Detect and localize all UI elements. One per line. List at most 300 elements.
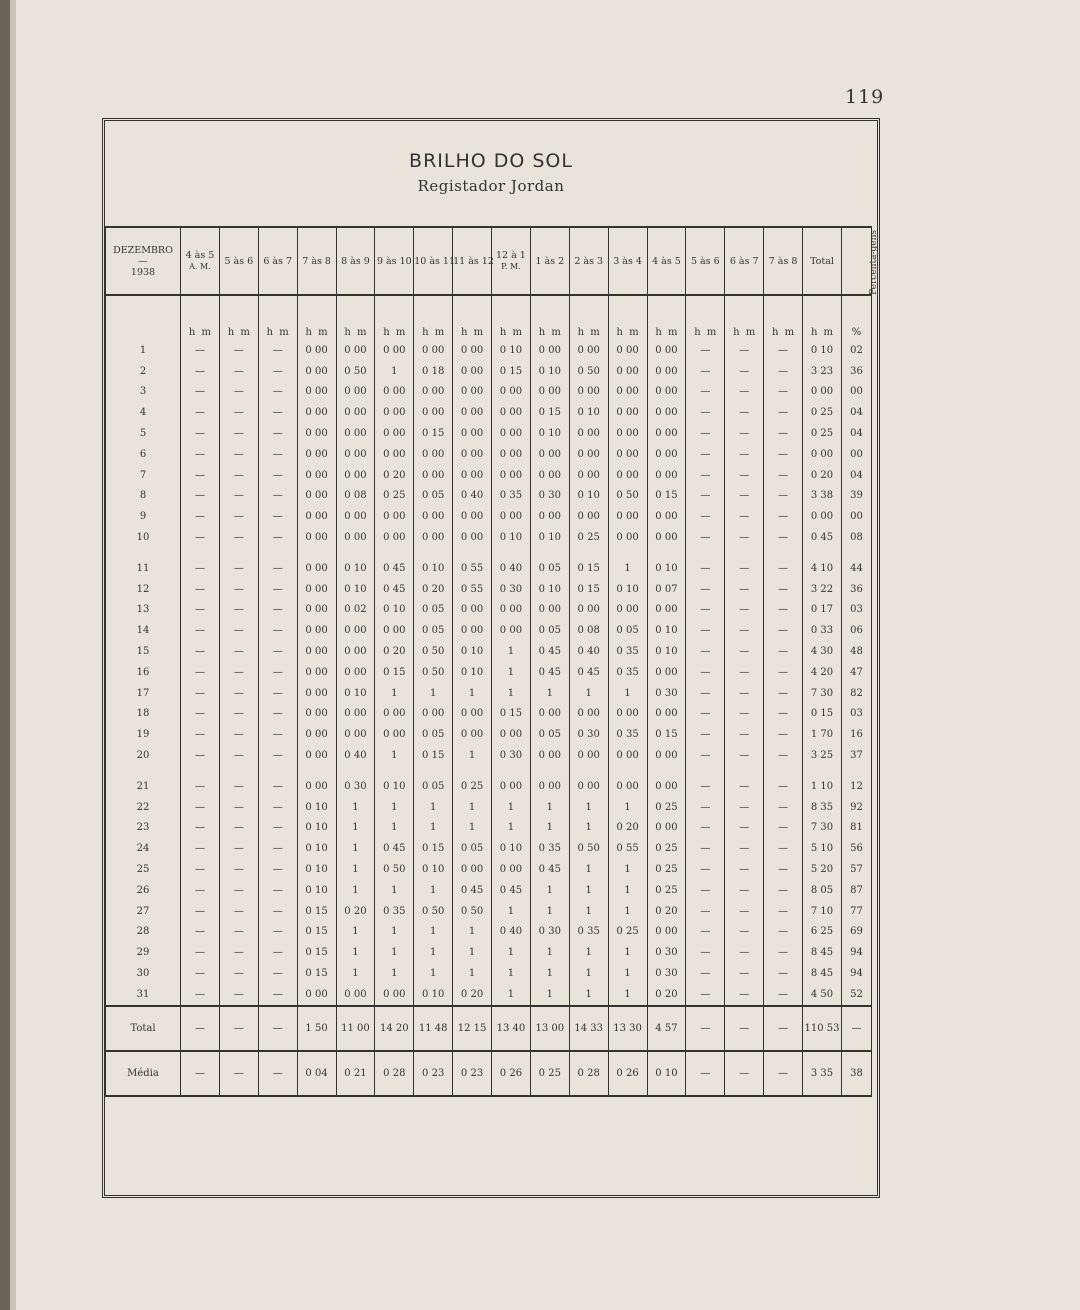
value-cell: — — [686, 984, 725, 1006]
spacer-cell — [530, 548, 569, 558]
value-cell: 1 — [453, 942, 492, 963]
day-cell: 17 — [106, 683, 181, 704]
table-row — [106, 382, 872, 403]
value-cell: 0 23 — [414, 1051, 453, 1096]
value-cell: 0 00 — [647, 361, 686, 382]
value-cell: 94 — [842, 942, 872, 963]
value-cell: — — [258, 641, 297, 662]
value-cell: 0 00 — [530, 465, 569, 486]
value-cell: — — [181, 527, 220, 548]
header-day-dash: — — [138, 255, 148, 267]
value-cell: — — [686, 745, 725, 766]
value-cell: 0 10 — [803, 340, 842, 361]
table-row — [106, 620, 872, 641]
value-cell: 0 00 — [453, 402, 492, 423]
value-cell: 8 35 — [803, 797, 842, 818]
value-cell: 1 — [336, 818, 375, 839]
value-cell: 0 10 — [336, 683, 375, 704]
value-cell: 1 — [492, 683, 531, 704]
value-cell: 0 45 — [375, 579, 414, 600]
value-cell: — — [219, 579, 258, 600]
day-cell: 30 — [106, 963, 181, 984]
value-cell: 0 15 — [414, 423, 453, 444]
value-cell: — — [725, 683, 764, 704]
binding-edge — [10, 0, 16, 1310]
value-cell: 0 50 — [453, 901, 492, 922]
value-cell: 1 — [414, 818, 453, 839]
value-cell: — — [764, 942, 803, 963]
value-cell: 0 10 — [492, 340, 531, 361]
value-cell: — — [764, 641, 803, 662]
value-cell: 0 00 — [336, 444, 375, 465]
value-cell: 1 — [375, 745, 414, 766]
spacer-cell — [258, 548, 297, 558]
day-cell: 1 — [106, 340, 181, 361]
value-cell: 0 00 — [297, 704, 336, 725]
value-cell: 57 — [842, 859, 872, 880]
value-cell: 1 — [569, 797, 608, 818]
value-cell: 0 00 — [297, 662, 336, 683]
value-cell: 0 00 — [336, 340, 375, 361]
value-cell: 1 — [530, 963, 569, 984]
value-cell: — — [258, 579, 297, 600]
value-cell: 4 20 — [803, 662, 842, 683]
value-cell: — — [258, 620, 297, 641]
value-cell: 0 00 — [297, 641, 336, 662]
value-cell: 0 20 — [414, 579, 453, 600]
footer-row — [106, 1096, 872, 1183]
value-cell: 4 50 — [803, 984, 842, 1006]
value-cell: 0 05 — [414, 620, 453, 641]
value-cell: 0 15 — [569, 579, 608, 600]
value-cell: 0 00 — [647, 527, 686, 548]
value-cell: 0 00 — [647, 506, 686, 527]
value-cell: 0 40 — [569, 641, 608, 662]
value-cell: 0 00 — [647, 444, 686, 465]
value-cell: 0 20 — [647, 984, 686, 1006]
value-cell: 0 26 — [492, 1051, 531, 1096]
value-cell: — — [686, 600, 725, 621]
value-cell: 0 00 — [375, 506, 414, 527]
unit-hm: h m — [569, 295, 608, 340]
value-cell: 0 00 — [297, 382, 336, 403]
value-cell: 0 00 — [608, 465, 647, 486]
value-cell: 0 00 — [414, 382, 453, 403]
value-cell: 04 — [842, 465, 872, 486]
value-cell: 08 — [842, 527, 872, 548]
value-cell: — — [258, 662, 297, 683]
value-cell: 36 — [842, 579, 872, 600]
value-cell: 0 00 — [569, 382, 608, 403]
header-hour — [647, 227, 686, 295]
value-cell: 1 10 — [803, 776, 842, 797]
value-cell: 0 10 — [647, 558, 686, 579]
value-cell: — — [764, 922, 803, 943]
value-cell: 1 — [530, 901, 569, 922]
value-cell: — — [181, 901, 220, 922]
day-cell: 3 — [106, 382, 181, 403]
value-cell: 0 50 — [414, 641, 453, 662]
value-cell: 0 00 — [803, 444, 842, 465]
value-cell: 0 26 — [608, 1051, 647, 1096]
value-cell: 39 — [842, 486, 872, 507]
value-cell: 0 00 — [297, 984, 336, 1006]
day-cell: 5 — [106, 423, 181, 444]
day-cell: 9 — [106, 506, 181, 527]
value-cell: 1 — [569, 818, 608, 839]
value-cell: 0 05 — [414, 486, 453, 507]
value-cell: — — [181, 620, 220, 641]
unit-hm: h m — [492, 295, 531, 340]
value-cell: 0 00 — [569, 704, 608, 725]
value-cell: — — [219, 600, 258, 621]
value-cell: 0 20 — [647, 901, 686, 922]
value-cell: 0 10 — [569, 402, 608, 423]
unit-hm: h m — [686, 295, 725, 340]
value-cell: 11 00 — [336, 1006, 375, 1051]
value-cell: 0 20 — [336, 901, 375, 922]
day-cell: 19 — [106, 724, 181, 745]
header-hour-label: 4 às 5 — [652, 255, 681, 267]
spacer-cell — [258, 766, 297, 776]
value-cell: — — [686, 963, 725, 984]
value-cell: 1 — [375, 361, 414, 382]
value-cell: 0 15 — [297, 942, 336, 963]
value-cell: — — [725, 600, 764, 621]
value-cell: — — [258, 506, 297, 527]
value-cell: — — [725, 704, 764, 725]
value-cell: 8 05 — [803, 880, 842, 901]
value-cell: 0 00 — [297, 683, 336, 704]
value-cell: — — [764, 662, 803, 683]
value-cell: 87 — [842, 880, 872, 901]
value-cell: 02 — [842, 340, 872, 361]
value-cell: 7 30 — [803, 683, 842, 704]
value-cell: — — [686, 1051, 725, 1096]
table-row — [106, 600, 872, 621]
value-cell: 6 25 — [803, 922, 842, 943]
value-cell: 1 — [414, 797, 453, 818]
value-cell: — — [181, 818, 220, 839]
value-cell: — — [219, 444, 258, 465]
table-row — [106, 859, 872, 880]
value-cell: 0 00 — [336, 402, 375, 423]
value-cell: 0 00 — [297, 423, 336, 444]
value-cell: 0 00 — [297, 558, 336, 579]
value-cell: 0 00 — [647, 776, 686, 797]
value-cell: 0 00 — [297, 600, 336, 621]
header-hour-label: 7 às 8 — [302, 255, 331, 267]
value-cell: — — [686, 922, 725, 943]
value-cell: — — [764, 797, 803, 818]
value-cell: 1 — [453, 745, 492, 766]
value-cell: 0 00 — [492, 423, 531, 444]
value-cell: — — [686, 382, 725, 403]
value-cell: 0 30 — [530, 922, 569, 943]
value-cell: — — [258, 745, 297, 766]
value-cell: — — [686, 776, 725, 797]
value-cell: 36 — [842, 361, 872, 382]
value-cell: 0 20 — [375, 641, 414, 662]
value-cell: — — [219, 527, 258, 548]
value-cell: 0 45 — [375, 558, 414, 579]
value-cell: 3 22 — [803, 579, 842, 600]
value-cell: 0 50 — [414, 662, 453, 683]
value-cell: 8 45 — [803, 942, 842, 963]
value-cell: 0 05 — [530, 724, 569, 745]
value-cell: 0 15 — [647, 486, 686, 507]
value-cell: 0 15 — [569, 558, 608, 579]
value-cell: 0 00 — [569, 745, 608, 766]
value-cell: 0 00 — [530, 704, 569, 725]
header-hour-label: 7 às 8 — [768, 255, 798, 267]
header-hour — [530, 227, 569, 295]
value-cell: — — [219, 486, 258, 507]
spacer-cell — [686, 548, 725, 558]
day-cell: 20 — [106, 745, 181, 766]
value-cell: 0 00 — [569, 776, 608, 797]
spacer-cell — [181, 766, 220, 776]
value-cell: — — [181, 797, 220, 818]
value-cell: 77 — [842, 901, 872, 922]
value-cell: 0 40 — [492, 558, 531, 579]
value-cell: 81 — [842, 818, 872, 839]
value-cell: 4 57 — [647, 1006, 686, 1051]
value-cell: — — [686, 465, 725, 486]
value-cell: 0 00 — [336, 465, 375, 486]
value-cell: 0 00 — [608, 361, 647, 382]
day-cell: 6 — [106, 444, 181, 465]
value-cell: — — [725, 444, 764, 465]
value-cell: — — [219, 465, 258, 486]
value-cell: 0 00 — [336, 724, 375, 745]
value-cell: 1 — [375, 963, 414, 984]
value-cell: — — [258, 704, 297, 725]
value-cell: — — [686, 662, 725, 683]
value-cell: 0 10 — [297, 880, 336, 901]
value-cell: 1 — [336, 859, 375, 880]
table-row — [106, 683, 872, 704]
value-cell: 0 25 — [647, 838, 686, 859]
value-cell: 1 — [375, 880, 414, 901]
value-cell: — — [764, 402, 803, 423]
value-cell: — — [725, 402, 764, 423]
value-cell: 47 — [842, 662, 872, 683]
value-cell: 0 45 — [492, 880, 531, 901]
value-cell: 0 00 — [530, 506, 569, 527]
value-cell: — — [219, 361, 258, 382]
value-cell: 1 — [414, 963, 453, 984]
value-cell: 0 00 — [608, 600, 647, 621]
unit-hm: h m — [725, 295, 764, 340]
value-cell: 0 00 — [297, 776, 336, 797]
value-cell: — — [725, 486, 764, 507]
spacer-cell — [569, 548, 608, 558]
value-cell: 0 00 — [297, 361, 336, 382]
value-cell: 0 05 — [414, 776, 453, 797]
value-cell: 1 — [336, 797, 375, 818]
value-cell: — — [219, 776, 258, 797]
table-row — [106, 776, 872, 797]
value-cell: 0 10 — [492, 527, 531, 548]
spacer-cell — [725, 548, 764, 558]
value-cell: 52 — [842, 984, 872, 1006]
value-cell: — — [181, 641, 220, 662]
day-cell: 26 — [106, 880, 181, 901]
value-cell: — — [181, 579, 220, 600]
value-cell: 0 35 — [530, 838, 569, 859]
header-hour — [336, 227, 375, 295]
value-cell: 0 00 — [453, 340, 492, 361]
value-cell: 44 — [842, 558, 872, 579]
unit-hm: h m — [608, 295, 647, 340]
value-cell: — — [686, 423, 725, 444]
value-cell: 1 — [608, 859, 647, 880]
value-cell: 0 00 — [297, 724, 336, 745]
value-cell: 0 00 — [297, 579, 336, 600]
value-cell: 69 — [842, 922, 872, 943]
value-cell: — — [219, 724, 258, 745]
value-cell: 3 23 — [803, 361, 842, 382]
value-cell: 94 — [842, 963, 872, 984]
value-cell: 0 00 — [492, 600, 531, 621]
value-cell: — — [764, 620, 803, 641]
header-hour-label: 4 às 5 — [185, 250, 215, 261]
value-cell: 0 00 — [492, 382, 531, 403]
header-hour — [181, 227, 220, 295]
value-cell: 0 00 — [375, 382, 414, 403]
book-binding — [0, 0, 10, 1310]
value-cell: 0 00 — [336, 423, 375, 444]
value-cell: 0 10 — [453, 641, 492, 662]
value-cell: 1 — [375, 922, 414, 943]
value-cell: 0 00 — [608, 704, 647, 725]
value-cell: 0 05 — [608, 620, 647, 641]
header-hour — [297, 227, 336, 295]
spacer-cell — [492, 548, 531, 558]
value-cell: — — [219, 423, 258, 444]
value-cell: 0 05 — [530, 620, 569, 641]
value-cell: 0 45 — [530, 662, 569, 683]
value-cell: 1 — [375, 683, 414, 704]
value-cell: 0 10 — [530, 579, 569, 600]
value-cell: 0 00 — [453, 382, 492, 403]
value-cell: 5 10 — [803, 838, 842, 859]
value-cell: — — [725, 901, 764, 922]
header-hour — [608, 227, 647, 295]
day-cell: 12 — [106, 579, 181, 600]
value-cell: 14 20 — [375, 1006, 414, 1051]
value-cell: — — [258, 901, 297, 922]
value-cell: 0 20 — [608, 818, 647, 839]
value-cell: 0 00 — [336, 527, 375, 548]
table-row — [106, 558, 872, 579]
day-cell: 8 — [106, 486, 181, 507]
value-cell: — — [219, 963, 258, 984]
value-cell: 0 00 — [297, 745, 336, 766]
value-cell: 0 00 — [803, 506, 842, 527]
value-cell: — — [764, 382, 803, 403]
value-cell: — — [686, 901, 725, 922]
table-row — [106, 818, 872, 839]
value-cell: 0 50 — [414, 901, 453, 922]
unit-hm: h m — [530, 295, 569, 340]
value-cell: 0 00 — [414, 506, 453, 527]
value-cell: — — [219, 745, 258, 766]
spacer-row — [106, 548, 872, 558]
value-cell: 0 00 — [647, 423, 686, 444]
value-cell: — — [764, 527, 803, 548]
value-cell: 1 — [336, 880, 375, 901]
value-cell: 0 00 — [336, 641, 375, 662]
spacer-cell — [647, 766, 686, 776]
value-cell: 0 30 — [647, 942, 686, 963]
value-cell: 0 00 — [297, 465, 336, 486]
table-row — [106, 361, 872, 382]
value-cell: — — [764, 465, 803, 486]
day-cell: 13 — [106, 600, 181, 621]
value-cell: 0 15 — [492, 361, 531, 382]
value-cell: 0 00 — [492, 402, 531, 423]
value-cell: — — [258, 382, 297, 403]
spacer-cell — [453, 766, 492, 776]
value-cell: 0 00 — [647, 818, 686, 839]
value-cell: — — [258, 1051, 297, 1096]
day-cell: 27 — [106, 901, 181, 922]
value-cell: 0 00 — [492, 465, 531, 486]
mean-row — [106, 1051, 872, 1096]
value-cell: 1 — [608, 797, 647, 818]
value-cell: — — [725, 361, 764, 382]
value-cell: — — [258, 361, 297, 382]
value-cell: 0 10 — [375, 776, 414, 797]
table-row — [106, 662, 872, 683]
value-cell: — — [725, 1006, 764, 1051]
value-cell: — — [725, 984, 764, 1006]
value-cell: 0 00 — [608, 340, 647, 361]
value-cell: 1 — [530, 880, 569, 901]
value-cell: — — [725, 465, 764, 486]
value-cell: — — [764, 1051, 803, 1096]
unit-hm: h m — [336, 295, 375, 340]
value-cell: 0 00 — [492, 620, 531, 641]
value-cell: 1 — [453, 797, 492, 818]
value-cell: 8 45 — [803, 963, 842, 984]
value-cell: — — [258, 600, 297, 621]
table-row — [106, 922, 872, 943]
value-cell: 0 10 — [297, 859, 336, 880]
value-cell: — — [181, 423, 220, 444]
value-cell: 0 00 — [647, 662, 686, 683]
spacer-cell — [608, 766, 647, 776]
value-cell: 1 — [530, 683, 569, 704]
day-cell: 2 — [106, 361, 181, 382]
value-cell: 04 — [842, 423, 872, 444]
value-cell: — — [764, 506, 803, 527]
value-cell: 0 50 — [569, 361, 608, 382]
value-cell: — — [219, 942, 258, 963]
value-cell: 0 00 — [414, 340, 453, 361]
table-row — [106, 579, 872, 600]
value-cell: 1 — [492, 984, 531, 1006]
value-cell: 0 10 — [414, 984, 453, 1006]
value-cell: 0 10 — [297, 818, 336, 839]
value-cell: 0 35 — [492, 486, 531, 507]
value-cell: 0 00 — [336, 620, 375, 641]
value-cell: — — [181, 506, 220, 527]
value-cell: — — [219, 662, 258, 683]
value-cell: — — [181, 922, 220, 943]
